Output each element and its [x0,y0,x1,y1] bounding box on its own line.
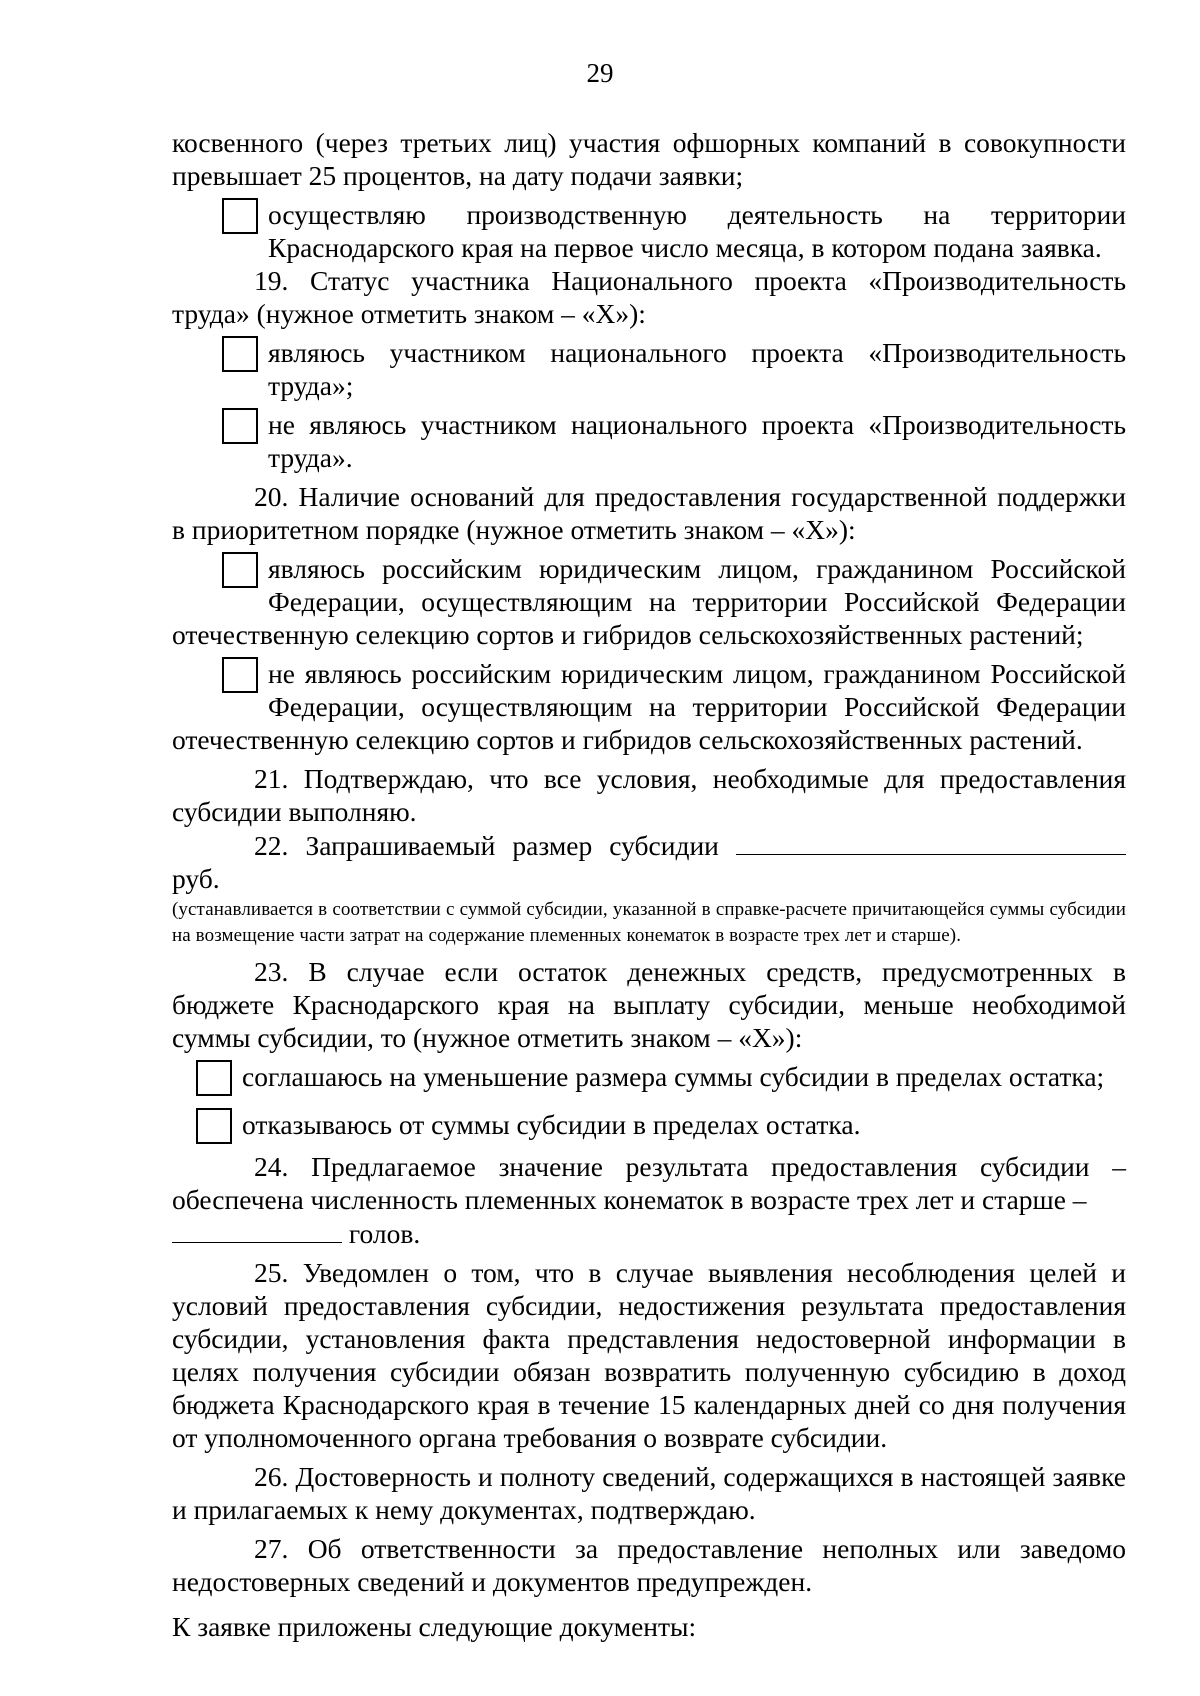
paragraph-24: 24. Предлагаемое значение результата предоставления субсидии – обеспечена численность племенных конематок в возрасте трех лет и старше – [172,1151,1126,1215]
checkbox-19-no[interactable] [222,408,258,444]
attachments-heading: К заявке приложены следующие документы: [172,1611,697,1642]
paragraph-offshore: косвенного (через третьих лиц) участия офшорных компаний в совокупности превышает 25 процентов, на дату подачи заявки; [172,127,1126,191]
paragraph-22-label: 22. Запрашиваемый размер субсидии [254,830,719,861]
option-territory-label: осуществляю производственную деятельность на территории Краснодарского края на первое число месяца, в котором подана заявка. [268,199,1126,263]
paragraph-26: 26. Достоверность и полноту сведений, содержащихся в настоящей заявке и прилагаемых к нему документах, подтверждаю. [172,1461,1126,1525]
option-19-no-label: не являюсь участником национального проекта «Производительность труда». [268,409,1126,473]
mares-count-field[interactable] [172,1216,342,1243]
paragraph-25: 25. Уведомлен о том, что в случае выявления несоблюдения целей и условий предоставления субсидии, недостижения результата предоставления субсидии, установления факта представления недостоверной информации в целях получения субсидии обязан возвратить полученную субсидию в доход бюджета Краснодарского края в течение 15 календарных дней со дня получения от уполномоченного органа требования о возврате субсидии. [172,1257,1126,1453]
option-20-yes-label: являюсь российским юридическим лицом, гражданином Российской Федерации, осуществляющим на территории Российской Федерации отечественную селекцию сортов и гибридов сельскохозяйственных растений; [172,553,1126,650]
checkbox-territory[interactable] [222,198,258,234]
paragraph-21: 21. Подтверждаю, что все условия, необходимые для предоставления субсидии выполняю. [172,763,1126,827]
page-number: 29 [586,58,614,88]
paragraph-24-unit: голов. [348,1218,421,1249]
paragraph-19: 19. Статус участника Национального проекта «Производительность труда» (нужное отметить знаком – «Х»): [172,265,1126,329]
checkbox-23-refuse[interactable] [196,1108,232,1144]
paragraph-24-value-line [172,1216,1126,1250]
paragraph-23: 23. В случае если остаток денежных средств, предусмотренных в бюджете Краснодарского края на выплату субсидии, меньше необходимой суммы субсидии, то (нужное отметить знаком – «Х»): [172,956,1126,1053]
paragraph-27: 27. Об ответственности за предоставление неполных или заведомо недостоверных сведений и документов предупрежден. [172,1533,1126,1597]
checkbox-20-yes[interactable] [222,552,258,588]
option-23-refuse [172,1108,1126,1141]
option-19-yes [172,336,1126,402]
paragraph-22-note: (устанавливается в соответствии с суммой субсидии, указанной в справке-расчете причитающейся суммы субсидии на возмещение части затрат на содержание племенных конематок в возрасте трех лет и старше). [172,899,1126,946]
option-19-yes-label: являюсь участником национального проекта «Производительность труда»; [268,337,1126,401]
option-23-refuse-label: отказываюсь от суммы субсидии в пределах остатка. [242,1109,861,1140]
option-territory [172,198,1126,264]
option-20-no [172,657,1126,756]
option-23-agree [172,1060,1126,1093]
option-20-yes [172,552,1126,651]
checkbox-20-no[interactable] [222,657,258,693]
checkbox-19-yes[interactable] [222,336,258,372]
paragraph-22 [172,828,1126,895]
paragraph-20: 20. Наличие оснований для предоставления государственной поддержки в приоритетном порядке (нужное отметить знаком – «Х»): [172,481,1126,545]
option-19-no [172,408,1126,474]
subsidy-amount-field[interactable] [736,828,1126,855]
checkbox-23-agree[interactable] [196,1060,232,1096]
paragraph-22-unit: руб. [172,863,220,894]
document-body [172,126,1126,1643]
option-23-agree-label: соглашаюсь на уменьшение размера суммы субсидии в пределах остатка; [242,1061,1105,1092]
option-20-no-label: не являюсь российским юридическим лицом, гражданином Российской Федерации, осуществляющим на территории Российской Федерации отечественную селекцию сортов и гибридов сельскохозяйственных растений. [172,658,1126,755]
